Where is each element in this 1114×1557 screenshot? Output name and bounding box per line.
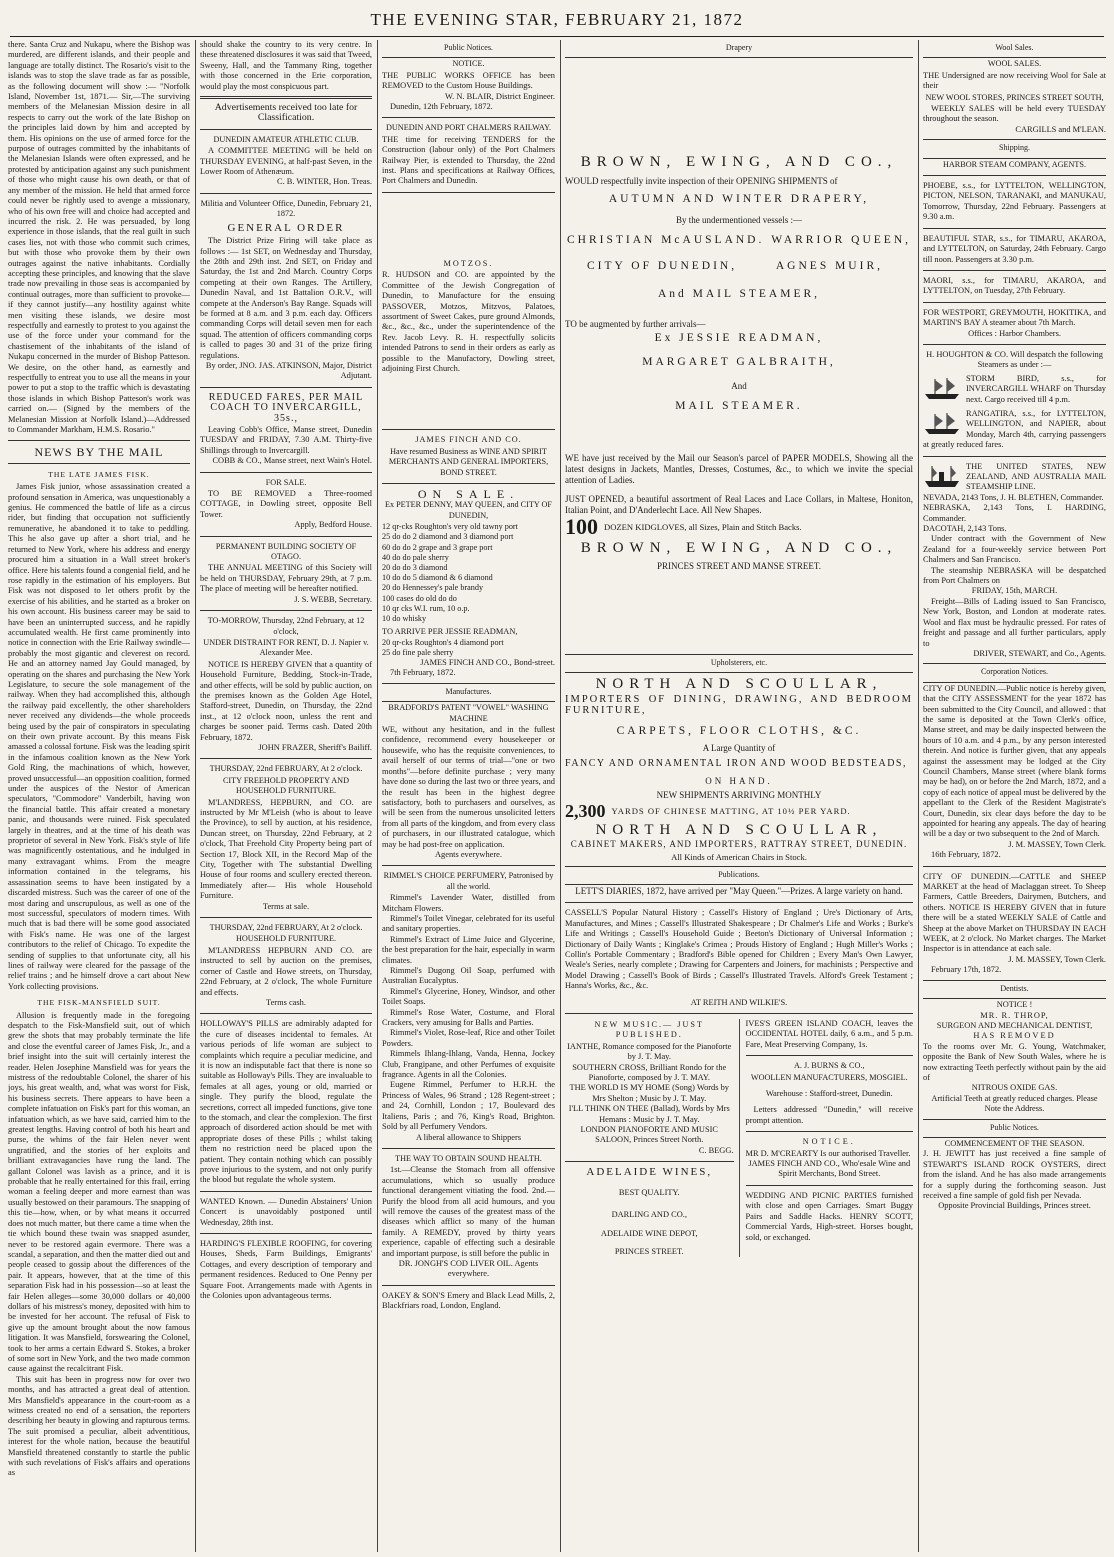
- ad-body: THE ANNUAL MEETING of this Society will be held on THURSDAY, February 29th, at 7 p.m. The place of meeting will be hereafter notified.: [200, 563, 372, 594]
- wool-signature: CARGILLS and M'LEAN.: [1015, 124, 1106, 134]
- wool-weekly: WEEKLY SALES will be held every TUESDAY throughout the season.: [923, 104, 1106, 124]
- rimmel-item: Eugene Rimmel, Perfumer to H.R.H. the Princess of Wales, 96 Strand ; 128 Regent-street ; and 24, Cornhill, London ; 17, Boulevard des Italiens, Paris ; and 76, King's Road, Brighton. Sold by all Perfumery Vendors.: [382, 1080, 555, 1132]
- notice-signature: W. N. BLAIR, District Engineer.: [445, 91, 555, 101]
- public-works-notice: THE PUBLIC WORKS OFFICE has been REMOVED to the Custom House Buildings.: [382, 70, 555, 91]
- column-drapery: [565, 40, 913, 1552]
- ship-icon: [923, 376, 961, 400]
- fisk-article: James Fisk junior, whose assassination created a profound sensation in America, was unquestionably a genius. He commenced the battle of life as a circus rider, but finding that occupation not sufficiently remunerative, he abandoned it to take to peddling. This he also gave up after a short trial, and he returned to New York, where his address and energy procured him a situation in a Wall street broker's office. Here his talents found a congenial field, and he rose rapidly in the estimation of his employers. But Fisk was not disposed to let others profit by the exercise of his abilities, and he started as a broker on his own account. His business career may be said to have been an uninterrupted success, and he rapidly accumulated wealth. He first came prominently into notice in connection with the Erie Railway swindle—probably the most gigantic and cleverest on record. He and an attorney named Jay Gould managed, by operating on the shares and purchasing the New York Legislature, to secure the sole management of the railway. When they had accomplished this, although the railway paid excellently, the other shareholders never received any dividends—the whole proceeds being used by the pair of conspirators in speculating on their own private account. By this means Fisk amassed a colossal fortune. Fisk was the leading spirit in the infamous coalition known as the New York Gold Ring, the machinations of which, however, proved unsuccessful—an opposition coalition, formed under the auspices of the Nestor of American speculators, "Commodore" Vanderbilt, having won the financial battle. This affair created a monetary panic, and thousands were ruined. Fisk speculated largely in theatres, and at the time of his death was proprietor of several in New York. Fisk's style of life was magnificently ostentatious, and he indulged in many extravagant whims. From the meagre information contained in the telegrams, his assassination seems to have been instigated by a discarded mistress. Such was the career of one of the most daring and unscrupulous, as well as one of the most successful, speculators of modern times. With much that is bad there will be some good associated with Fisk's name. He was one of the largest contributors to the relief of Chicago. To expedite the sending of supplies to that unfortunate city, all his lines of railway were cleared for the passage of the relief trains ; and he himself drove a cart about New York collecting provisions.: [8, 482, 190, 991]
- vessels-intro: By the undermentioned vessels :—: [676, 214, 802, 225]
- ad-title: DUNEDIN AMATEUR ATHLETIC CLUB.: [213, 134, 359, 144]
- vessel-name: MAIL STEAMER.: [675, 400, 803, 413]
- wool-heading: WOOL SALES.: [987, 59, 1042, 69]
- north-scoullar-monthly: NEW SHIPMENTS ARRIVING MONTHLY: [656, 789, 822, 800]
- town-clerk-signature: J. M. MASSEY, Town Clerk.: [1008, 839, 1106, 849]
- ad-body: HOLLOWAY'S PILLS are admirably adapted for the cure of diseases incidental to females. At various periods of life woman are subject to complaints which require a peculiar medicine, and it is now an indisputable fact that there is none so suitable as Holloway's Pills. They are invaluable to females at all ages, young or old, married or single. They purify the blood, regulate the secretions, correct all impeded functions, give tone to the stomach, and clear the complexion. The first approach of disordered action should be met with appropriate doses of these Pills ; whilst taking them no restriction need be placed upon the patient. They contain nothing which can possibly prove injurious to the system, and not only purify the blood but regulate the whole system.: [200, 1019, 372, 1185]
- list-item: 25 do fine pale sherry: [382, 647, 454, 657]
- to-arrive-heading: TO ARRIVE PER JESSIE READMAN,: [382, 627, 518, 637]
- column-news: [8, 40, 190, 1552]
- music-item: I'LL THINK ON THEE (Ballad), Words by Mrs Hemans : Music by J. T. May.: [568, 1104, 730, 1124]
- letts-ad: LETT'S DIARIES, 1872, have arrived per "May Queen."—Prizes. A large variety on hand.: [575, 886, 903, 897]
- burns-letters: Letters addressed "Dunedin," will receive prompt attention.: [745, 1105, 913, 1125]
- adelaide-heading: ADELAIDE WINES,: [586, 1166, 713, 1179]
- shipping-offices: Offices : Harbor Chambers.: [968, 328, 1061, 338]
- ship-text: RANGATIRA, s.s., for LYTTELTON, WELLINGTON, and NAPIER, about Monday, March 4th, carrying passengers at greatly reduced fares.: [923, 408, 1106, 450]
- section-heading: Drapery: [725, 43, 753, 52]
- rimmel-item: Rimmel's Violet, Rose-leaf, Rice and other Toilet Powders.: [382, 1028, 555, 1048]
- ad-body: NOTICE IS HEREBY GIVEN that a quantity of Household Furniture, Bedding, Stock-in-Trade, and other effects, will be sold by public auction, on the premises known as the Golden Age Hotel, Stafford-street, Dunedin, on Thursday, the 22nd inst., at 12 o'clock noon, unless the rent and charges be sooner paid. Terms cash. Dated 20th February, 1872.: [200, 659, 372, 742]
- vessels-list: [565, 231, 913, 313]
- matting-count: 2,300: [565, 801, 606, 822]
- augment-note: TO be augmented by further arrivals—: [565, 319, 706, 330]
- us-ship: DACOTAH, 2,143 Tons.: [923, 524, 1007, 534]
- ad-distraint: [200, 616, 372, 753]
- north-scoullar-bedsteads: FANCY AND ORNAMENTAL IRON AND WOOD BEDSTEADS,: [565, 758, 907, 770]
- music-heading: NEW MUSIC.— JUST PUBLISHED.: [594, 1020, 704, 1040]
- dentist-name: MR. R. THROP,: [980, 1010, 1049, 1020]
- wool-stores: NEW WOOL STORES, PRINCES STREET SOUTH,: [925, 92, 1104, 102]
- us-ship: NEVADA, 2143 Tons, J. H. BLETHEN, Commander.: [923, 492, 1104, 502]
- houghton-ad: H. HOUGHTON & CO. Will despatch the following Steamers as under :—: [926, 349, 1103, 370]
- suit-heading: THE FISK-MANSFIELD SUIT.: [37, 998, 161, 1008]
- dentist-teeth: Artificial Teeth at greatly reduced charges. Please Note the Address.: [931, 1093, 1098, 1114]
- brown-ewing-title: BROWN, EWING, AND CO.,: [580, 154, 898, 171]
- article-continuation: should shake the country to its very centre. In these threatened disclosures it was said that Tweed, Sweeny, Hall, and the Tammany Ring, together with those concerned in the Erie corporation, would play the most conspicuous part.: [200, 40, 372, 91]
- reith-wilkie: AT REITH AND WILKIE'S.: [690, 997, 788, 1007]
- ad-title: FOR SALE.: [265, 477, 307, 487]
- ship-phoebe: PHOEBE, s.s., for LYTTELTON, WELLINGTON, PICTON, NELSON, TARANAKI, and MANUKAU, Tomorrow, Thursday, 22nd February. Passengers at 9.30 a.m.: [923, 181, 1106, 222]
- ad-subtitle: GENERAL ORDER: [227, 221, 345, 234]
- burns-heading: A. J. BURNS & CO.,: [793, 1061, 865, 1071]
- list-item: 20 do Hennessey's pale brandy: [382, 583, 484, 593]
- adelaide-street: PRINCES STREET.: [614, 1246, 684, 1256]
- ad-for-sale: [200, 478, 372, 531]
- music-signature: C. BEGG.: [698, 1145, 734, 1155]
- ad-signature: C. B. WINTER, Hon. Treas.: [277, 177, 372, 187]
- nebraska-notice: The steamship NEBRASKA will be despatched from Port Chalmers on: [923, 565, 1106, 586]
- season-heading: COMMENCEMENT OF THE SEASON.: [944, 1138, 1085, 1148]
- finch-signature: JAMES FINCH AND CO., Bond-street.: [420, 658, 555, 668]
- mcreary-notice: MR D. M'CREARTY Is our authorised Traveller.: [745, 1148, 911, 1158]
- dentist-title: SURGEON AND MECHANICAL DENTIST,: [936, 1020, 1093, 1030]
- brown-ewing-address: PRINCES STREET AND MANSE STREET.: [657, 561, 821, 572]
- vessel-name: AGNES MUIR,: [775, 260, 883, 273]
- ad-general-order: [200, 199, 372, 382]
- ship-icon: [923, 411, 961, 435]
- vessel-name: MARGARET GALBRAITH,: [642, 356, 836, 369]
- music-item: IANTHE, Romance composed for the Pianoforte by J. T. May.: [567, 1041, 732, 1062]
- ad-body: HARDING'S FLEXIBLE ROOFING, for covering Houses, Sheds, Farm Buildings, Emigrants' Cottages, and every description of temporary and permanent residences. Reduced to One Penny per Square Foot. Arrangements made with Agents in the Colonies upon advantageous terms.: [200, 1239, 372, 1301]
- kidgloves-text: DOZEN KIDGLOVES, all Sizes, Plain and Stitch Backs.: [604, 522, 802, 533]
- health-ad: 1st.—Cleanse the Stomach from all offensive accumulations, which so usually produce functional derangement vitiating the food. 2nd.—Purify the blood from all acid humours, and you will remove the causes of the greatest mass of the diseases which afflict so many of the human family. A REMEDY, proved by thirty years experience, capable of effecting such a desirable and important purpose, is still before the public in: [382, 1165, 555, 1258]
- masthead-rule: [10, 36, 1104, 37]
- ad-signature: COBB & CO., Manse street, next Wain's Hotel.: [212, 456, 372, 466]
- masthead-title: THE EVENING STAR, FEBRUARY 21, 1872: [370, 10, 744, 29]
- on-sale-ships: Ex PETER DENNY, MAY QUEEN, and CITY OF DUNEDIN,: [384, 500, 552, 520]
- burns-warehouse: Warehouse : Stafford-street, Dunedin.: [765, 1089, 893, 1099]
- column-public-notices: [382, 40, 555, 1552]
- freight-notice: Freight—Bills of Lading issued to San Francisco, New York, Boston, and London at moderate rates. Wool and flax must be hydraulic pressed. For rates of freight and passage and all further particulars, apply to: [923, 596, 1106, 648]
- ship-storm-bird: [923, 374, 1106, 405]
- suit-paragraph: Allusion is frequently made in the foregoing despatch to the Fisk-Mansfield suit, out of which grew the shots that may probably terminate the life and close the eventful career of James Fisk, Jr., and a brief insight into the suit will certainly interest the reader. Helen Josephine Mansfield was for years the mistress of the redoubtable Colonel, the sharer of his joys, his great wealth, and, what was worst for Fisk, his business secrets. There appears to have been a complete infatuation on Fisk's part for this woman, an infatuation which, as we have said, carried him to the greatest lengths. Having control of both his heart and purse, the whims of the fair Helen never went ungratified, and the stories of her exploits and brilliant extravagancies have rung the land. The gallant Colonel was lavish as a prince, and it is probable that he really entertained for this frail, erring woman a feeling deeper and more earnest than was usually bestowed on their paramours. The snapping of this tie—how, when, or by what means it occurred does not much matter, but there came a time when the tie which bound these twain was snapped asunder, never to be restored again evermore. There was a scandal, a separation, and then the matter died out and people ceased to gossip about the differences of the pair. It appears, however, that at the time of this separation Fisk had in his possession—so at least the fair Helen alleges—some 30,000 dollars or 40,000 dollars of his mistress's money, deposited with him to be invested for her account. The refusal of Fisk to give up the amount brought about the now famous litigation. It was Mansfield, forswearing the Colonel, took to her arms a certain Edward S. Stokes, a broker of some sort in New York, and the two made common cause against the recalcitrant Fisk.: [8, 1010, 190, 1374]
- adelaide-quality: BEST QUALITY.: [618, 1187, 680, 1197]
- ad-signature: Apply, Bedford House.: [294, 520, 372, 530]
- cattle-market-notice: CITY OF DUNEDIN.—CATTLE and SHEEP MARKET at the head of Maclaggan street. To Sheep Farmers, Cattle Breeders, Dairymen, Butchers, and others. NOTICE IS HEREBY GIVEN that in future there will be a stated WEEKLY SALE of Cattle and Sheep at the above Market on THURSDAY IN EACH WEEK, at 2 o'clock. No Market charges. The Market Inspector is in attendance at each sale.: [923, 871, 1106, 954]
- ad-title: REDUCED FARES, PER MAIL COACH TO INVERCARGILL, 35s.,: [208, 391, 364, 424]
- rimmel-item: Rimmel's Lavender Water, distilled from Mitcham Flowers.: [382, 893, 555, 913]
- kidgloves-count: 100: [565, 514, 598, 540]
- ad-holloway-pills: [200, 1019, 372, 1186]
- ship-text: STORM BIRD, s.s., for INVERCARGILL WHARF on Thursday next. Cargo received till 4 p.m.: [966, 373, 1106, 404]
- ad-signature: J. S. WEBB, Secretary.: [294, 594, 372, 604]
- section-heading: Corporation Notices.: [980, 667, 1049, 677]
- column-rule: [918, 40, 919, 1552]
- rimmel-item: Rimmel's Extract of Lime Juice and Glycerine, the best preparation for the hair, especially in warm climates.: [382, 934, 555, 965]
- nebraska-date: FRIDAY, 15th, MARCH.: [971, 586, 1058, 596]
- mcreary-signature: JAMES FINCH AND CO., Who'esale Wine and Spirit Merchants, Bond Street.: [748, 1159, 911, 1179]
- section-heading: Wool Sales.: [995, 43, 1034, 52]
- north-scoullar-carpets: CARPETS, FLOOR CLOTHS, &C.: [616, 725, 862, 738]
- ad-body: A COMMITTEE MEETING will be held on THURSDAY EVENING, at half-past Seven, in the Lower Room of Athenæum.: [200, 146, 372, 177]
- rimmel-item: Rimmel's Toilet Vinegar, celebrated for its useful and sanitary properties.: [382, 913, 555, 934]
- ad-wanted-known: [200, 1197, 372, 1228]
- rosario-article: there. Santa Cruz and Nukapu, where the Bishop was murdered, are different islands, and their people and language are totally distinct. The Rosario's visit to the islands was to stop the slave trade as far as possible, as the following document will show :— "Norfolk Island, November 1st, 1871.— Sir,—The surviving members of the Melanesian Mission desire in all respects to carry out the work of the late Bishop on the principles laid down by him and accepted by them. His opinions on the use of armed force for the purpose of outrages committed by the inhabitants of the Melanesian Islands were often expressed, and he protested by anticipation against any such punishment of those who might cause his own death, or that of any member of the mission. He held that armed force could never be rightly used to avenge a missionary, who of his own free will and choice had accepted and incurred the risk. 2. He was persuaded, by long experience in those islands, that the real guilt in such cases lies, not with those who commit such crimes, but with those who provoke them by their own outrages against the native inhabitants. Cordially accepting these principles, and knowing that the slave trade now prevailing in those seas is accompanied by continual outrages, more than sufficient to provoke—if they cannot justify—any hostility against white men visiting these islands, we desire most respectfully and earnestly to protest to you against the use of the force under your command for the chastisement of the inhabitants of the island of Nukapu concerned in the murder of Bishop Patteson. We desire, on the other hand, as earnestly and respectfully to entreat you to use all the means in your power to put a stop to the traffic which is devastating those islands in which Bishop Patteson's work was carried on.— (Signed by the members of the Melanesian Mission at Norfolk Island.)—Addressed to Commander Markham, H.M.S. Rosario.": [8, 40, 190, 435]
- ad-body: WANTED Known. — Dunedin Abstainers' Union Concert is unavoidably postponed until Wednesday, 28th inst.: [200, 1196, 372, 1227]
- city-assessment-notice: CITY OF DUNEDIN.—Public notice is hereby given, that the CITY ASSESSMENT for the year 1872 has been submitted to the City Council, and allowed : that the same is deposited at the Town Clerk's office, Manse street, and may be daily inspected between the hours of 10 a.m. and 4 p.m., by any person interested therein. And notice is further given, that any appeals against the assessment may be lodged at the City Council Chambers, Manse street (where blank forms may be had), on or before the 2nd March, 1872, and a copy of each notice of appeal must be delivered by the appellant to the Clerk of the Resident Magistrate's Court, Dunedin, six clear days before the day to be appointed for hearing any appeals. The day of hearing will be a day or two subsequent to the 2nd of March.: [923, 683, 1106, 839]
- list-item: 12 qr-cks Roughton's very old tawny port: [382, 522, 518, 532]
- adelaide-depot: ADELAIDE WINE DEPOT,: [600, 1228, 698, 1238]
- railway-heading: DUNEDIN AND PORT CHALMERS RAILWAY.: [385, 123, 551, 133]
- bradford-ad: WE, without any hesitation, and in the fullest confidence, recommend every housekeeper or housewife, who has the requisite conveniences, to avail herself of our terms of trial—"one or two months"—before definite purchase ; very many have done so during the last two or three years, and the result has been in the highest degree satisfactory, both to purchasers and ourselves, as will be seen from the numerous unsolicited letters from all parts of the kingdom, and from every class of purchasers, in our illustrated catalogue, which may be had post-free on application.: [382, 725, 555, 849]
- ad-subtitle: HOUSEHOLD FURNITURE.: [235, 934, 337, 944]
- news-heading: NEWS BY THE MAIL: [34, 445, 164, 460]
- adelaide-signature: DARLING AND CO.,: [611, 1210, 687, 1220]
- ad-athletic-club: [200, 135, 372, 188]
- dentist-notice-heading: NOTICE !: [996, 1000, 1033, 1010]
- notice-heading: NOTICE.: [452, 59, 485, 69]
- music-item: SOUTHERN CROSS, Brilliant Rondo for the Pianoforte, composed by J. T. MAY.: [572, 1062, 727, 1083]
- ship-rangatira: [923, 409, 1106, 451]
- autumn-winter-heading: AUTUMN AND WINTER DRAPERY,: [608, 193, 870, 206]
- matting-text: YARDS OF CHINESE MATTING, AT 10½ PER YARD.: [611, 806, 851, 817]
- ad-title: THURSDAY, 22nd FEBRUARY, At 2 o'clock.: [209, 764, 363, 774]
- motzos-heading: MOTZOS.: [443, 258, 494, 268]
- ad-signature: By order, JNO. JAS. ATKINSON, Major, District Adjutant.: [205, 360, 372, 381]
- publications-bottom: [565, 1019, 913, 1257]
- list-item: 10 qr cks W.I. rum, 10 o.p.: [382, 603, 470, 613]
- us-contract: Under contract with the Government of New Zealand for a four-weekly service between Port Chalmers and San Francisco.: [923, 534, 1106, 565]
- paper-models-ad: WE have just received by the Mail our Season's parcel of PAPER MODELS, Showing all the latest designs in Jackets, Mantles, Dresses, Costumes, &c., to which we invite the special attention of Ladies.: [565, 453, 913, 486]
- ad-subtitle: UNDER DISTRAINT FOR RENT, D. J. Napier v. Alexander Mee.: [203, 637, 369, 658]
- finch-ad: Have resumed Business as WINE AND SPIRIT MERCHANTS AND GENERAL IMPORTERS, BOND STREET.: [388, 446, 549, 477]
- column-late-ads: [200, 40, 372, 1552]
- rimmel-heading: RIMMEL'S CHOICE PERFUMERY, Patronised by all the world.: [383, 871, 554, 891]
- column-shipping: [923, 40, 1106, 1552]
- to-arrive-list: [382, 638, 555, 658]
- notice-date: February 17th, 1872.: [931, 965, 1002, 975]
- steamship-icon: [923, 464, 961, 488]
- oysters-ad: J. H. JEWITT has just received a fine sample of STEWART'S ISLAND ROCK OYSTERS, direct from the island. And he has also made arrangements for a supply during the forthcoming season. Just received a fine sample of gold fish per Nevada.: [923, 1149, 1106, 1200]
- notice-date: 16th February, 1872.: [931, 850, 1001, 860]
- rimmel-item: Rimmels Ihlang-Ihlang, Vanda, Henna, Jockey Club, Frangipane, and other Perfumes of exquisite fragrance. Agents in all the Colonies.: [382, 1049, 555, 1080]
- vessel-and: And: [731, 381, 747, 392]
- music-column: [565, 1019, 740, 1257]
- list-item: 40 do do pale sherry: [382, 552, 449, 562]
- matting-ad: [565, 801, 913, 822]
- finch-heading: JAMES FINCH AND CO.: [415, 435, 522, 445]
- notice-heading: NOTICE.: [802, 1137, 856, 1147]
- wedding-ad: WEDDING AND PICNIC PARTIES furnished with close and open Carriages. Smart Buggy Pairs and Saddle Hacks. HENRY SCOTT, Commercial Yards, High-street. Horses bought, sold, or exchanged.: [745, 1190, 913, 1242]
- column-rule: [560, 40, 561, 1552]
- north-scoullar-importers: IMPORTERS OF DINING, DRAWING, AND BEDROOM FURNITURE,: [565, 694, 913, 716]
- late-ads-heading: Advertisements received too late for Classification.: [214, 102, 358, 124]
- list-item: 20 do do 3 diamond: [382, 563, 448, 572]
- section-heading: Dentists.: [1000, 983, 1029, 993]
- ad-harding-roofing: [200, 1239, 372, 1301]
- ad-signature: Terms at sale.: [262, 901, 310, 911]
- north-scoullar-chairs: All Kinds of American Chairs in Stock.: [671, 851, 807, 862]
- ad-body: Leaving Cobb's Office, Manse street, Dunedin TUESDAY and FRIDAY, 7.30 A.M. Thirty-five Shillings through to Invercargill.: [200, 425, 372, 455]
- bradford-heading: BRADFORD'S PATENT "VOWEL" WASHING MACHINE: [388, 703, 549, 723]
- list-item: 20 qr-cks Roughton's 4 diamond port: [382, 637, 504, 647]
- us-ship: NEBRASKA, 2,143 Tons, I. HARDING, Commander.: [923, 503, 1106, 523]
- burns-ad: WOOLLEN MANUFACTURERS, MOSGIEL.: [750, 1072, 908, 1082]
- ad-title: THURSDAY, 22nd FEBRUARY, At 2 o'clock.: [209, 923, 363, 933]
- rimmel-item: Rimmel's Dugong Oil Soap, perfumed with Australian Eucalyptus.: [382, 966, 555, 986]
- cassell-ad: CASSELL'S Popular Natural History ; Cassell's History of England ; Ure's Dictionary of Arts, Manufactures, and Mines ; Cassell's Illustrated Shakespeare ; Dr Chalmer's Life and Works ; Burke's Life and Writings ; Cassell's Household Guide ; Beeton's Dictionary of Universal Information ; Dictionary of Daily Wants ; Kinglake's Crimea ; Prouds History of England ; Hugh Miller's Works ; Collin's Portable Commentary ; Bradford's Bible opened for Children ; Every Man's Own Lawyer, Weale's Series, nearly complete ; Drawing for Carpenters and Joiners, for machinists ; Perspective and Model Drawing ; Cassell's Book of Birds ; Cassell's Illustrated Travels. Alford's Greek Testament ; Hanna's Works, &c., &c.: [565, 908, 913, 991]
- column-rule: [377, 40, 378, 1552]
- ad-household-furniture: [200, 923, 372, 1008]
- dentist-gas: NITROUS OXIDE GAS.: [971, 1083, 1058, 1093]
- ad-city-freehold: [200, 764, 372, 912]
- ives-coach-ad: IVES'S GREEN ISLAND COACH, leaves the OCCIDENTAL HOTEL daily, 6 a.m., and 5 p.m. Fare, Meat Preserving Company, 1s.: [745, 1019, 913, 1049]
- vessel-name: CHRISTIAN McAUSLAND.: [567, 234, 765, 247]
- rimmel-item: Rimmel's Rose Water, Costume, and Floral Crackers, very amusing for Balls and Parties.: [382, 1007, 555, 1028]
- brown-ewing-title-2: BROWN, EWING, AND CO.,: [580, 539, 898, 556]
- list-item: 100 cases do old do do: [382, 593, 457, 603]
- list-item: 60 do do 2 grape and 3 grape port: [382, 542, 493, 552]
- north-scoullar-title: NORTH AND SCOULLAR,: [595, 676, 883, 693]
- ad-subtitle: CITY FREEHOLD PROPERTY AND HOUSEHOLD FURNITURE.: [222, 775, 350, 796]
- north-scoullar-cabinet: CABINET MAKERS, AND IMPORTERS, RATTRAY STREET, DUNEDIN.: [570, 839, 908, 850]
- brown-ewing-invite: WOULD respectfully invite inspection of their OPENING SHIPMENTS of: [565, 175, 838, 186]
- laces-ad: JUST OPENED, a beautiful assortment of Real Laces and Lace Collars, in Maltese, Honiton, Italian Point, and D'Anderlecht Lace. All New Shapes.: [565, 494, 913, 516]
- section-heading: Publications.: [718, 869, 760, 879]
- music-item: THE WORLD IS MY HOME (Song) Words by Mrs Shelton ; Music by J. T. May.: [569, 1083, 729, 1103]
- ad-title: PERMANENT BUILDING SOCIETY OF OTAGO.: [215, 541, 357, 562]
- harbour-heading: HARBOR STEAM COMPANY, AGENTS.: [942, 159, 1087, 169]
- us-mail-line: [923, 462, 1106, 493]
- notice-date: Dunedin, 12th February, 1872.: [390, 102, 493, 112]
- finch-date: 7th February, 1872.: [390, 668, 456, 678]
- driver-stewart: DRIVER, STEWART, and Co., Agents.: [973, 648, 1106, 658]
- fisk-heading: THE LATE JAMES FISK.: [48, 469, 150, 479]
- kidgloves-ad: [565, 514, 913, 540]
- motzos-ad: R. HUDSON and CO. are appointed by the Committee of the Jewish Congregation of Dunedin, to Manufacture for the ensuing PASSOVER, Motzos, Mitzvos, Palatoes, assortment of Sweet Cakes, pure ground Almonds, &c., &c., &c., under the superintendence of the Rev. Jacob Levy. R. H. respectfully solicits intended Patrons to send in their orders as early as possible to the Manufactory, Dowling street, adjoining First Church.: [382, 270, 555, 373]
- list-item: 10 do do 5 diamond & 6 diamond: [382, 573, 493, 583]
- health-signature: DR. JONGH'S COD LIVER OIL. Agents everywhere.: [398, 1258, 539, 1279]
- ex-vessels-list: [565, 329, 913, 433]
- vessel-name: WARRIOR QUEEN,: [771, 234, 911, 247]
- railway-notice: THE time for receiving TENDERS for the Construction (labour only) of the Port Chalmers Railway Pier, is extended to Thursday, the 22nd inst. Plans and specifications at Railway Offices, Port Chalmers and Dunedin.: [382, 134, 555, 186]
- rimmel-signature: A liberal allowance to Shippers: [415, 1132, 522, 1142]
- ad-signature: Terms cash.: [266, 997, 306, 1007]
- column-rule: [195, 40, 196, 1552]
- music-item: LONDON PIANOFORTE AND MUSIC SALOON, Princes Street North.: [580, 1125, 718, 1145]
- ad-body: M'LANDRESS, HEPBURN, and CO. are instructed by Mr M'Leish (who is about to leave the Province), to sell by auction, at his residence, Duncan street, on Thursday, 22nd February, at 2 o'clock, That Freehold City Property being part of Section 17, Block XII, in the Record Map of the City, Together with The substantial Dwelling House of four rooms and scullery erected thereon. Immediately after— His whole Household Furniture.: [200, 797, 372, 901]
- ad-body: TO BE REMOVED a Three-roomed COTTAGE, in Dowling street, opposite Bell Tower.: [200, 489, 372, 519]
- us-mail-heading: THE UNITED STATES, NEW ZEALAND, AND AUSTRALIA MAIL STEAMSHIP LINE.: [966, 461, 1106, 492]
- dentist-removed: HAS REMOVED: [973, 1031, 1056, 1041]
- misc-column: [746, 1019, 914, 1257]
- on-sale-heading: ON SALE.: [417, 486, 520, 501]
- ship-maori: MAORI, s.s., for TIMARU, AKAROA, and LYTTELTON, on Tuesday, 27th February.: [923, 275, 1106, 296]
- vessel-name: Ex JESSIE READMAN,: [654, 332, 824, 345]
- vessel-name: CITY OF DUNEDIN,: [587, 260, 738, 273]
- ship-beautiful-star: BEAUTIFUL STAR, s.s., for TIMARU, AKAROA, and LYTTELTON, on Saturday, 24th February. Cargo till noon. Passengers at 3.30 p.m.: [923, 233, 1106, 264]
- list-item: 10 do whisky: [382, 614, 427, 624]
- ship-westport: FOR WESTPORT, GREYMOUTH, HOKITIKA, and MARTIN'S BAY A steamer about 7th March.: [923, 307, 1106, 328]
- north-scoullar-title-2: NORTH AND SCOULLAR,: [595, 821, 883, 838]
- health-heading: THE WAY TO OBTAIN SOUND HEALTH.: [395, 1153, 542, 1163]
- vessel-name: And MAIL STEAMER,: [657, 288, 821, 301]
- oakey-ad: OAKEY & SON'S Emery and Black Lead Mills, 2, Blackfriars road, London, England.: [382, 1290, 555, 1311]
- ad-body: The District Prize Firing will take place as follows :— 1st SET, on Wednesday and Thursday, the 28th and 29th inst. 2nd SET, on Friday and Saturday, the 1st and 2nd March. Country Corps competing at their own Ranges. The Artillery, Dunedin Naval, and 1st Battalion O.R.V., will compete at the Anderson's Bay Range. Squads will be formed at 8 a.m. and 3 p.m. each day. Officers commanding Corps will detail seven men for each squad. The attention of officers commanding corps is called to pages 30 and 31 of the prize firing regulations.: [200, 236, 372, 360]
- on-sale-list: [382, 522, 555, 624]
- bradford-signature: Agents everywhere.: [435, 849, 502, 859]
- ad-reduced-fares: [200, 393, 372, 467]
- list-item: 25 do do 2 diamond and 3 diamond port: [382, 532, 514, 542]
- section-heading: Public Notices.: [444, 43, 493, 52]
- wool-ad: THE Undersigned are now receiving Wool for Sale at their: [923, 70, 1106, 91]
- ad-title: TO-MORROW, Thursday, 22nd February, at 12 o'clock,: [207, 616, 365, 636]
- ad-body: M'LANDRESS HEPBURN AND CO. are instructed to sell by auction on the premises, corner of Castle and Howe streets, on Thursday, 22nd February, at 2 o'clock, The whole Furniture and effects.: [200, 945, 372, 997]
- town-clerk-signature: J. M. MASSEY, Town Clerk.: [1008, 954, 1106, 964]
- section-heading: Public Notices.: [990, 1122, 1039, 1132]
- north-scoullar-quantity: A Large Quantity of: [702, 742, 776, 753]
- section-heading: Manufactures.: [445, 686, 492, 696]
- section-heading: Upholsterers, etc.: [710, 657, 768, 667]
- north-scoullar-onhand: ON HAND.: [705, 775, 773, 786]
- section-heading: Shipping.: [999, 143, 1030, 153]
- ad-building-society: [200, 542, 372, 605]
- oysters-address: Opposite Provincial Buildings, Princes street.: [938, 1201, 1091, 1211]
- rimmel-item: Rimmel's Glycerine, Honey, Windsor, and other Toilet Soaps.: [382, 986, 555, 1007]
- ad-title: Militia and Volunteer Office, Dunedin, February 21, 1872.: [200, 198, 372, 219]
- dentist-ad: To the rooms over Mr. G. Young, Watchmaker, opposite the Bank of New South Wales, where he is now extracting Teeth perfectly without pain by the aid of: [923, 1041, 1106, 1082]
- suit-paragraph: This suit has been in progress now for over two months, and has attracted a great deal of attention. Mrs Mansfield's appearance in the court-room as a witness created no end of a sensation, the reporters describing her beauty in glowing and rapturous terms. The suit promised a peculiar, albeit adventitious, interest for the whole nation, because the beautiful Mansfield threatened constantly to startle the public with such revelations of Fisk's affairs and operations as: [8, 1374, 190, 1478]
- ad-signature: JOHN FRAZER, Sheriff's Bailiff.: [258, 742, 372, 752]
